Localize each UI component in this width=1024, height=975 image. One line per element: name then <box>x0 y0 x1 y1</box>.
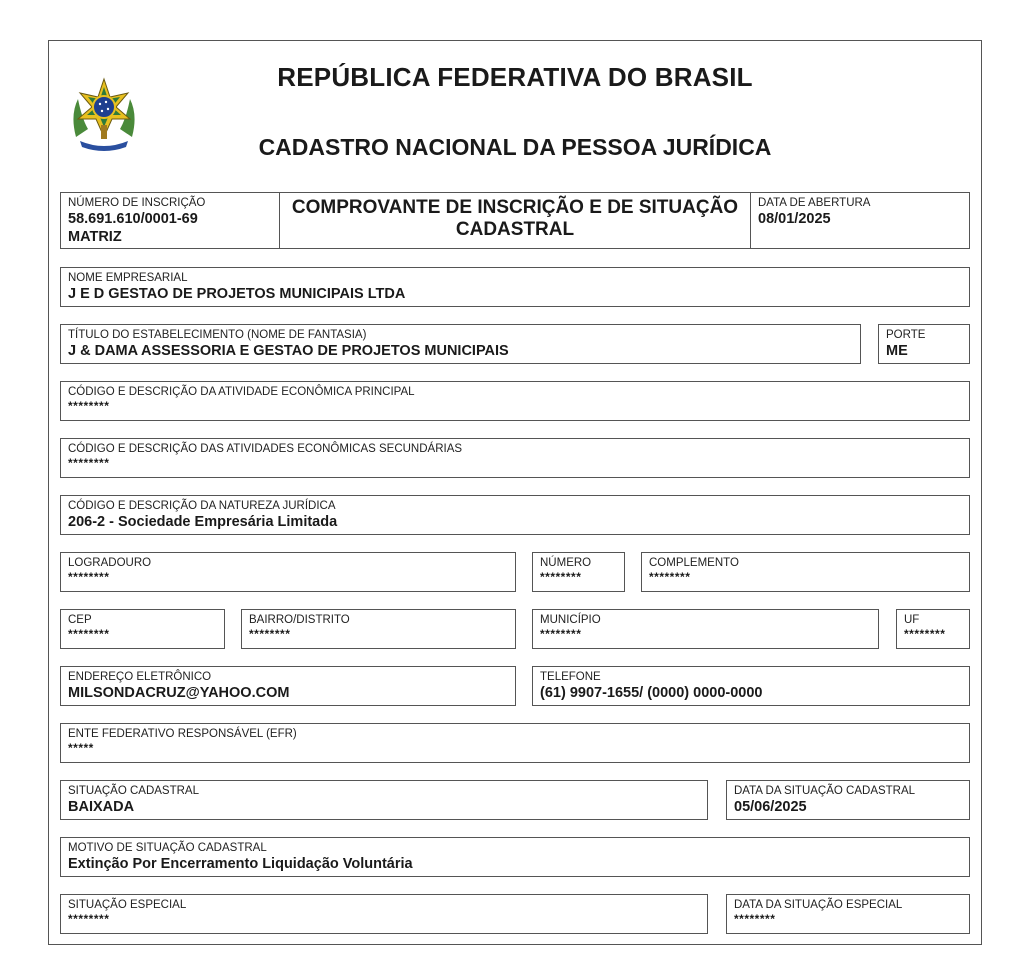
district-value: ******** <box>249 627 291 641</box>
special-status-box <box>60 894 708 934</box>
size-label: PORTE <box>886 329 926 341</box>
city-label: MUNICÍPIO <box>540 614 601 626</box>
status-reason-box <box>60 837 970 877</box>
complement-label: COMPLEMENTO <box>649 557 739 569</box>
document-title-line1: COMPROVANTE DE INSCRIÇÃO E DE SITUAÇÃO <box>291 197 739 218</box>
phone-value: (61) 9907-1655/ (0000) 0000-0000 <box>540 685 763 701</box>
company-name-label: NOME EMPRESARIAL <box>68 272 188 284</box>
efr-value: ***** <box>68 741 94 755</box>
secondary-activities-value: ******** <box>68 456 110 470</box>
document-title-line2: CADASTRAL <box>455 219 575 240</box>
special-status-value: ******** <box>68 912 110 926</box>
size-box <box>878 324 970 364</box>
trade-name-box <box>60 324 861 364</box>
company-name-box <box>60 267 970 307</box>
registration-label: NÚMERO DE INSCRIÇÃO <box>68 197 206 209</box>
efr-box <box>60 723 970 763</box>
status-box <box>60 780 708 820</box>
state-box <box>896 609 970 649</box>
size-value: ME <box>886 343 908 359</box>
secondary-activities-label: CÓDIGO E DESCRIÇÃO DAS ATIVIDADES ECONÔMICAS SECUNDÁRIAS <box>68 443 463 455</box>
state-value: ******** <box>904 627 946 641</box>
complement-value: ******** <box>649 570 691 584</box>
company-name-value: J E D GESTAO DE PROJETOS MUNICIPAIS LTDA <box>68 286 406 302</box>
zip-box <box>60 609 225 649</box>
email-label: ENDEREÇO ELETRÔNICO <box>68 671 212 683</box>
number-label: NÚMERO <box>540 557 592 569</box>
main-activity-box <box>60 381 970 421</box>
opening-date-value: 08/01/2025 <box>758 211 831 227</box>
status-date-value: 05/06/2025 <box>734 799 807 815</box>
opening-date-box <box>750 192 970 249</box>
legal-nature-value: 206-2 - Sociedade Empresária Limitada <box>68 514 338 530</box>
registration-box <box>60 192 280 249</box>
phone-box <box>532 666 970 706</box>
main-activity-label: CÓDIGO E DESCRIÇÃO DA ATIVIDADE ECONÔMICA PRINCIPAL <box>68 386 415 398</box>
city-value: ******** <box>540 627 582 641</box>
secondary-activities-box <box>60 438 970 478</box>
district-label: BAIRRO/DISTRITO <box>249 614 350 626</box>
opening-date-label: DATA DE ABERTURA <box>758 197 871 209</box>
status-value: BAIXADA <box>68 799 135 815</box>
main-activity-value: ******** <box>68 399 110 413</box>
trade-name-value: J & DAMA ASSESSORIA E GESTAO DE PROJETOS MUNICIPAIS <box>68 343 509 359</box>
status-reason-value: Extinção Por Encerramento Liquidação Voluntária <box>68 856 413 872</box>
page-subtitle: CADASTRO NACIONAL DA PESSOA JURÍDICA <box>258 134 772 160</box>
city-box <box>532 609 879 649</box>
special-status-date-box <box>726 894 970 934</box>
special-status-date-label: DATA DA SITUAÇÃO ESPECIAL <box>734 899 903 911</box>
number-box <box>532 552 625 592</box>
legal-nature-label: CÓDIGO E DESCRIÇÃO DA NATUREZA JURÍDICA <box>68 500 336 512</box>
district-box <box>241 609 516 649</box>
zip-value: ******** <box>68 627 110 641</box>
legal-nature-box <box>60 495 970 535</box>
registration-type: MATRIZ <box>68 229 122 245</box>
street-label: LOGRADOURO <box>68 557 152 569</box>
email-box <box>60 666 516 706</box>
status-date-label: DATA DA SITUAÇÃO CADASTRAL <box>734 785 916 797</box>
efr-label: ENTE FEDERATIVO RESPONSÁVEL (EFR) <box>68 728 297 740</box>
number-value: ******** <box>540 570 582 584</box>
zip-label: CEP <box>68 614 92 626</box>
status-date-box <box>726 780 970 820</box>
special-status-date-value: ******** <box>734 912 776 926</box>
special-status-label: SITUAÇÃO ESPECIAL <box>68 899 187 911</box>
email-value: MILSONDACRUZ@YAHOO.COM <box>68 685 290 701</box>
complement-box <box>641 552 970 592</box>
street-box <box>60 552 516 592</box>
street-value: ******** <box>68 570 110 584</box>
page-title: REPÚBLICA FEDERATIVA DO BRASIL <box>277 62 753 92</box>
trade-name-label: TÍTULO DO ESTABELECIMENTO (NOME DE FANTASIA) <box>68 329 367 341</box>
document-title <box>279 192 751 249</box>
status-label: SITUAÇÃO CADASTRAL <box>68 785 199 797</box>
state-label: UF <box>904 614 920 626</box>
status-reason-label: MOTIVO DE SITUAÇÃO CADASTRAL <box>68 842 267 854</box>
registration-number: 58.691.610/0001-69 <box>68 211 198 227</box>
phone-label: TELEFONE <box>540 671 601 683</box>
brazil-coat-of-arms-icon <box>66 75 142 155</box>
